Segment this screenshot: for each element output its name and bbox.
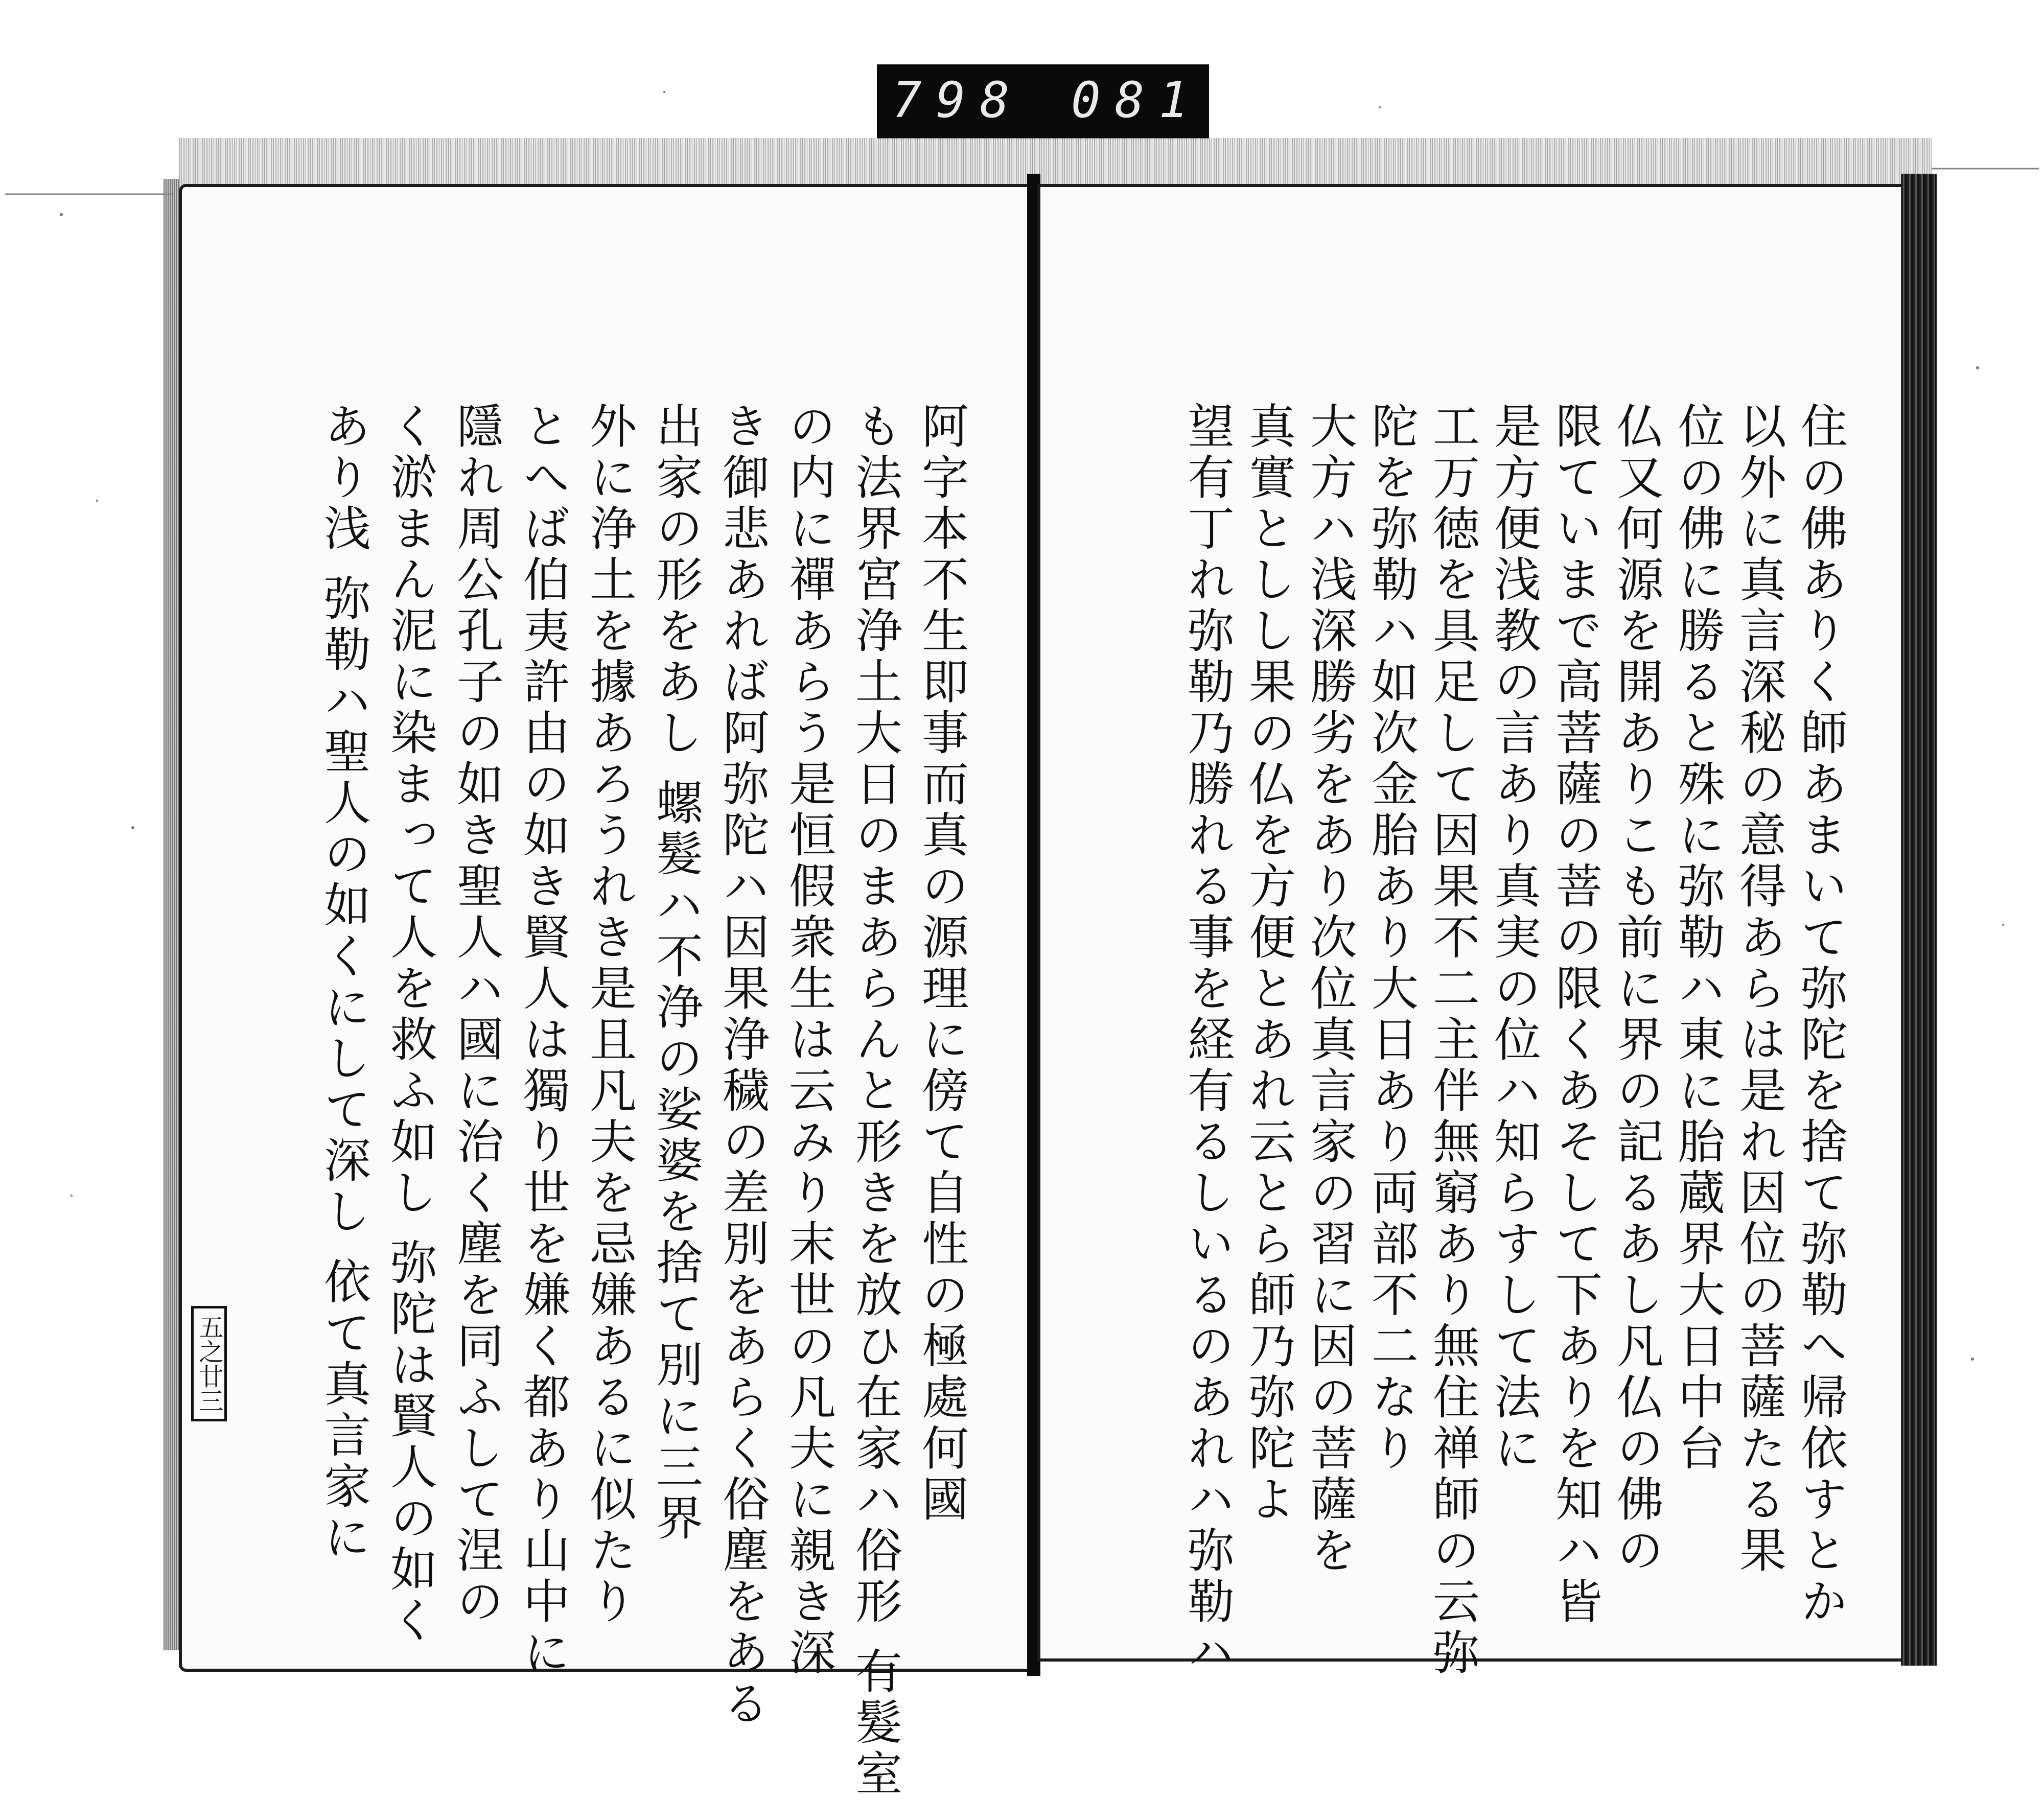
frame-number-left: 798 — [892, 72, 1024, 129]
right-page-edges — [1901, 174, 1937, 1666]
right-column-7: 工万徳を具足して因果不二主伴無窮あり無住禅師の云弥 — [1425, 402, 1480, 1679]
right-column-6: 是方便浅教の言あり真実の位ハ知らすして法に — [1486, 402, 1541, 1475]
left-column-6: 外に浄土を據あろうれき是且凡夫を忌嫌あるに似たり — [582, 402, 637, 1628]
left-page — [179, 184, 1033, 1800]
right-page — [1037, 184, 1912, 1679]
right-column-10: 真實としし果の仏を方便とあれ云とら師乃弥陀よ — [1241, 402, 1296, 1526]
page-mark: 五之廿三 — [191, 1306, 227, 1421]
left-page-edges — [164, 179, 179, 1650]
left-column-5: 出家の形をあし 螺髮ハ不浄の娑婆を捨て別に三界 — [648, 402, 703, 1545]
reel-frame-label — [877, 64, 1209, 139]
right-column-2: 以外に真言深秘の意得あらは是れ因位の菩薩たる果 — [1732, 402, 1786, 1577]
top-edge-shading — [179, 138, 1932, 189]
right-column-8: 陀を弥勒ハ如次金胎あり大日あり両部不二なり — [1364, 402, 1419, 1475]
left-column-9: く淤まん泥に染まって人を救ふ如し 弥陀は賢人の如く — [383, 402, 437, 1647]
left-column-2: も法界宮浄土大日のまあらんと形きを放ひ在家ハ俗形 有髮室 — [848, 402, 902, 1800]
left-column-4: き御悲あれば阿弥陀ハ因果浄穢の差別をあらく俗塵をある — [715, 402, 770, 1730]
left-column-7: とへば伯夷許由の如き賢人は獨り世を嫌く都あり山中に — [516, 402, 570, 1679]
left-column-10: あり浅 弥勒ハ聖人の如くにして深し 依て真言家に — [316, 402, 371, 1564]
left-column-3: の内に禪あらう是恒假衆生は云みり末世の凡夫に親き深 — [781, 402, 836, 1679]
frame-number-right: 081 — [1071, 72, 1203, 129]
left-column-1: 阿字本不生即事而真の源理に傍て自性の極處何國 — [914, 402, 969, 1526]
right-column-5: 限ていまで高菩薩の菩の限くあそして下ありを知ハ皆 — [1548, 402, 1602, 1628]
open-book — [179, 174, 1932, 1800]
right-column-4: 仏又何源を開ありこも前に界の記るあし凡仏の佛の — [1609, 402, 1664, 1577]
right-column-3: 位の佛に勝ると殊に弥勒ハ東に胎蔵界大日中台 — [1670, 402, 1725, 1475]
left-column-8: 隱れ周公孔子の如き聖人ハ國に治く塵を同ふして涅の — [449, 402, 504, 1628]
right-column-11: 望有丁れ弥勒乃勝れる事を経有るしいるのあれハ弥勒ハ — [1180, 402, 1235, 1679]
right-column-1: 住の佛ありく師あまいて弥陀を捨て弥勒へ帰依すとか — [1793, 402, 1848, 1628]
right-column-9: 大方ハ浅深勝劣をあり次位真言家の習に因の菩薩を — [1303, 402, 1357, 1577]
